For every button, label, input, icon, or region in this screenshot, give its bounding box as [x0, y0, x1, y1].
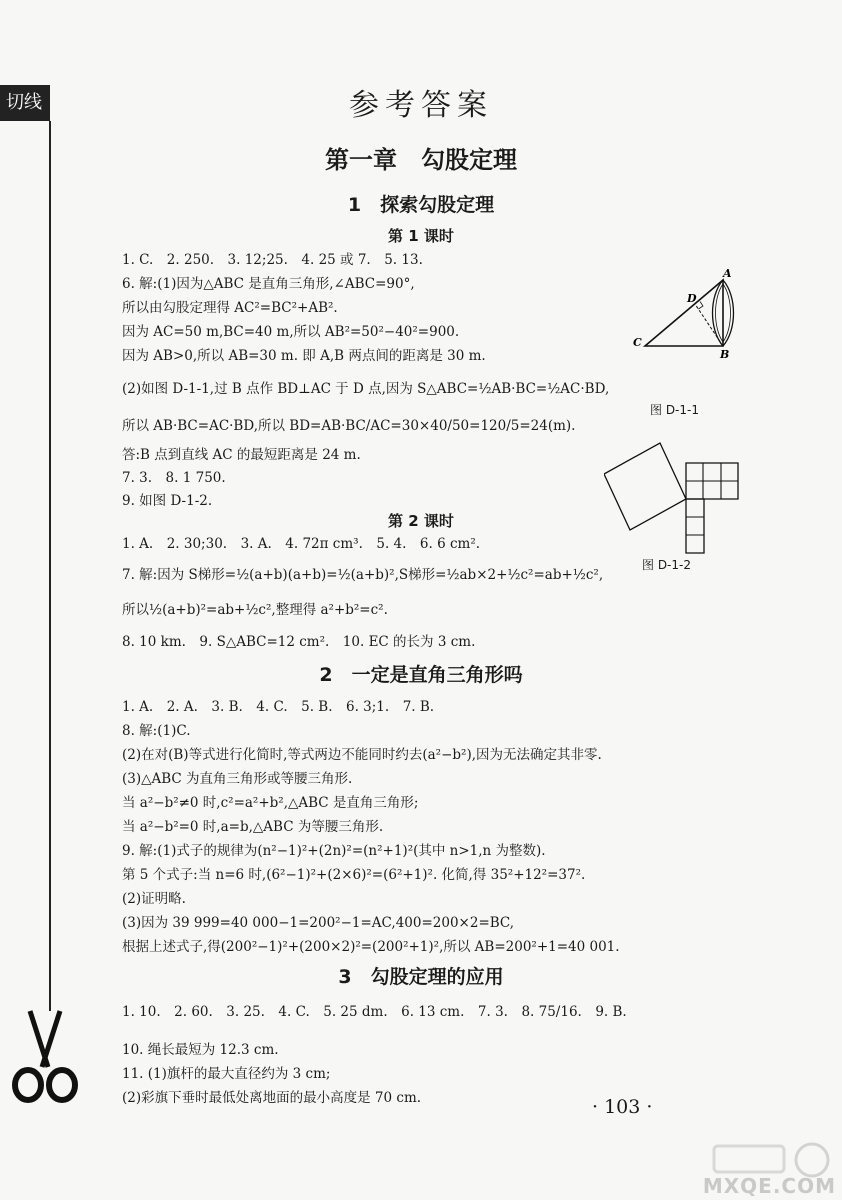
- fig1-label-c: C: [633, 336, 642, 349]
- answer-line: (2)如图 D-1-1,过 B 点作 BD⊥AC 于 D 点,因为 S△ABC=½AB·BC=½AC·BD,: [122, 381, 610, 397]
- answer-line: 1. A. 2. 30;30. 3. A. 4. 72π cm³. 5. 4. 6. 6 cm².: [122, 536, 481, 552]
- lesson-heading-2: 第 2 课时: [388, 512, 454, 530]
- lesson-heading-1: 第 1 课时: [388, 227, 454, 245]
- answer-line: 7. 解:因为 S梯形=½(a+b)(a+b)=½(a+b)²,S梯形=½ab×2+½c²=ab+½c²,: [122, 567, 604, 583]
- figure-d-1-1: [625, 268, 745, 360]
- answer-line: (3)因为 39 999=40 000−1=200²−1=AC,400=200×2=BC,: [122, 915, 515, 931]
- answer-line: 因为 AC=50 m,BC=40 m,所以 AB²=50²−40²=900.: [122, 324, 460, 340]
- cutline-divider: [49, 121, 51, 1011]
- answer-line: 当 a²−b²≠0 时,c²=a²+b²,△ABC 是直角三角形;: [122, 795, 419, 811]
- answer-line: 根据上述式子,得(200²−1)²+(200×2)²=(200²+1)²,所以 AB=200²+1=40 001.: [122, 939, 620, 955]
- answer-line: 11. (1)旗杆的最大直径约为 3 cm;: [122, 1066, 331, 1082]
- figure-caption: 图 D-1-1: [650, 403, 699, 417]
- answer-line: 1. 10. 2. 60. 3. 25. 4. C. 5. 25 dm. 6. 13 cm. 7. 3. 8. 75/16. 9. B.: [122, 1004, 627, 1020]
- fig1-label-b: B: [720, 348, 730, 360]
- answer-line: 6. 解:(1)因为△ABC 是直角三角形,∠ABC=90°,: [122, 276, 415, 292]
- answer-line: 第 5 个式子:当 n=6 时,(6²−1)²+(2×6)²=(6²+1)². 化简,得 35²+12²=37².: [122, 867, 586, 883]
- answer-line: (3)△ABC 为直角三角形或等腰三角形.: [122, 771, 353, 787]
- page-number: · 103 ·: [592, 1096, 653, 1118]
- answer-line: 当 a²−b²=0 时,a=b,△ABC 为等腰三角形.: [122, 819, 384, 835]
- figure-d-1-2: [604, 436, 744, 556]
- answer-line: 所以½(a+b)²=ab+½c²,整理得 a²+b²=c².: [122, 602, 388, 618]
- fig1-label-a: A: [723, 268, 732, 280]
- answer-line: 7. 3. 8. 1 750.: [122, 470, 226, 486]
- page-title: 参考答案: [349, 88, 493, 123]
- section-title-2: 2 一定是直角三角形吗: [319, 664, 523, 686]
- answer-line: 所以 AB·BC=AC·BD,所以 BD=AB·BC/AC=30×40/50=120/5=24(m).: [122, 418, 576, 434]
- watermark-text: MXQE.COM: [702, 1174, 836, 1198]
- answer-line: (2)彩旗下垂时最低处离地面的最小高度是 70 cm.: [122, 1090, 422, 1106]
- answer-line: (2)在对(B)等式进行化简时,等式两边不能同时约去(a²−b²),因为无法确定其非零.: [122, 747, 602, 763]
- figure-caption: 图 D-1-2: [642, 558, 691, 572]
- answer-line: 因为 AB>0,所以 AB=30 m. 即 A,B 两点间的距离是 30 m.: [122, 348, 486, 364]
- cutline-label: 切线: [0, 85, 50, 121]
- answer-line: 9. 解:(1)式子的规律为(n²−1)²+(2n)²=(n²+1)²(其中 n>1,n 为整数).: [122, 843, 546, 859]
- answer-line: 所以由勾股定理得 AC²=BC²+AB².: [122, 300, 338, 316]
- section-title-1: 1 探索勾股定理: [347, 194, 495, 216]
- answer-line: 9. 如图 D-1-2.: [122, 493, 213, 509]
- answer-line: 答:B 点到直线 AC 的最短距离是 24 m.: [122, 447, 361, 463]
- answer-line: (2)证明略.: [122, 891, 186, 907]
- fig1-label-d: D: [687, 292, 697, 305]
- answer-line: 10. 绳长最短为 12.3 cm.: [122, 1042, 279, 1058]
- chapter-title: 第一章 勾股定理: [325, 146, 517, 174]
- answer-line: 8. 10 km. 9. S△ABC=12 cm². 10. EC 的长为 3 cm.: [122, 634, 476, 650]
- answer-line: 1. C. 2. 250. 3. 12;25. 4. 25 或 7. 5. 13.: [122, 252, 423, 268]
- answer-line: 8. 解:(1)C.: [122, 723, 191, 739]
- answer-line: 1. A. 2. A. 3. B. 4. C. 5. B. 6. 3;1. 7. B.: [122, 699, 435, 715]
- section-title-3: 3 勾股定理的应用: [338, 966, 504, 988]
- watermark-logo: [700, 1138, 842, 1200]
- scissors-icon: [8, 1005, 80, 1105]
